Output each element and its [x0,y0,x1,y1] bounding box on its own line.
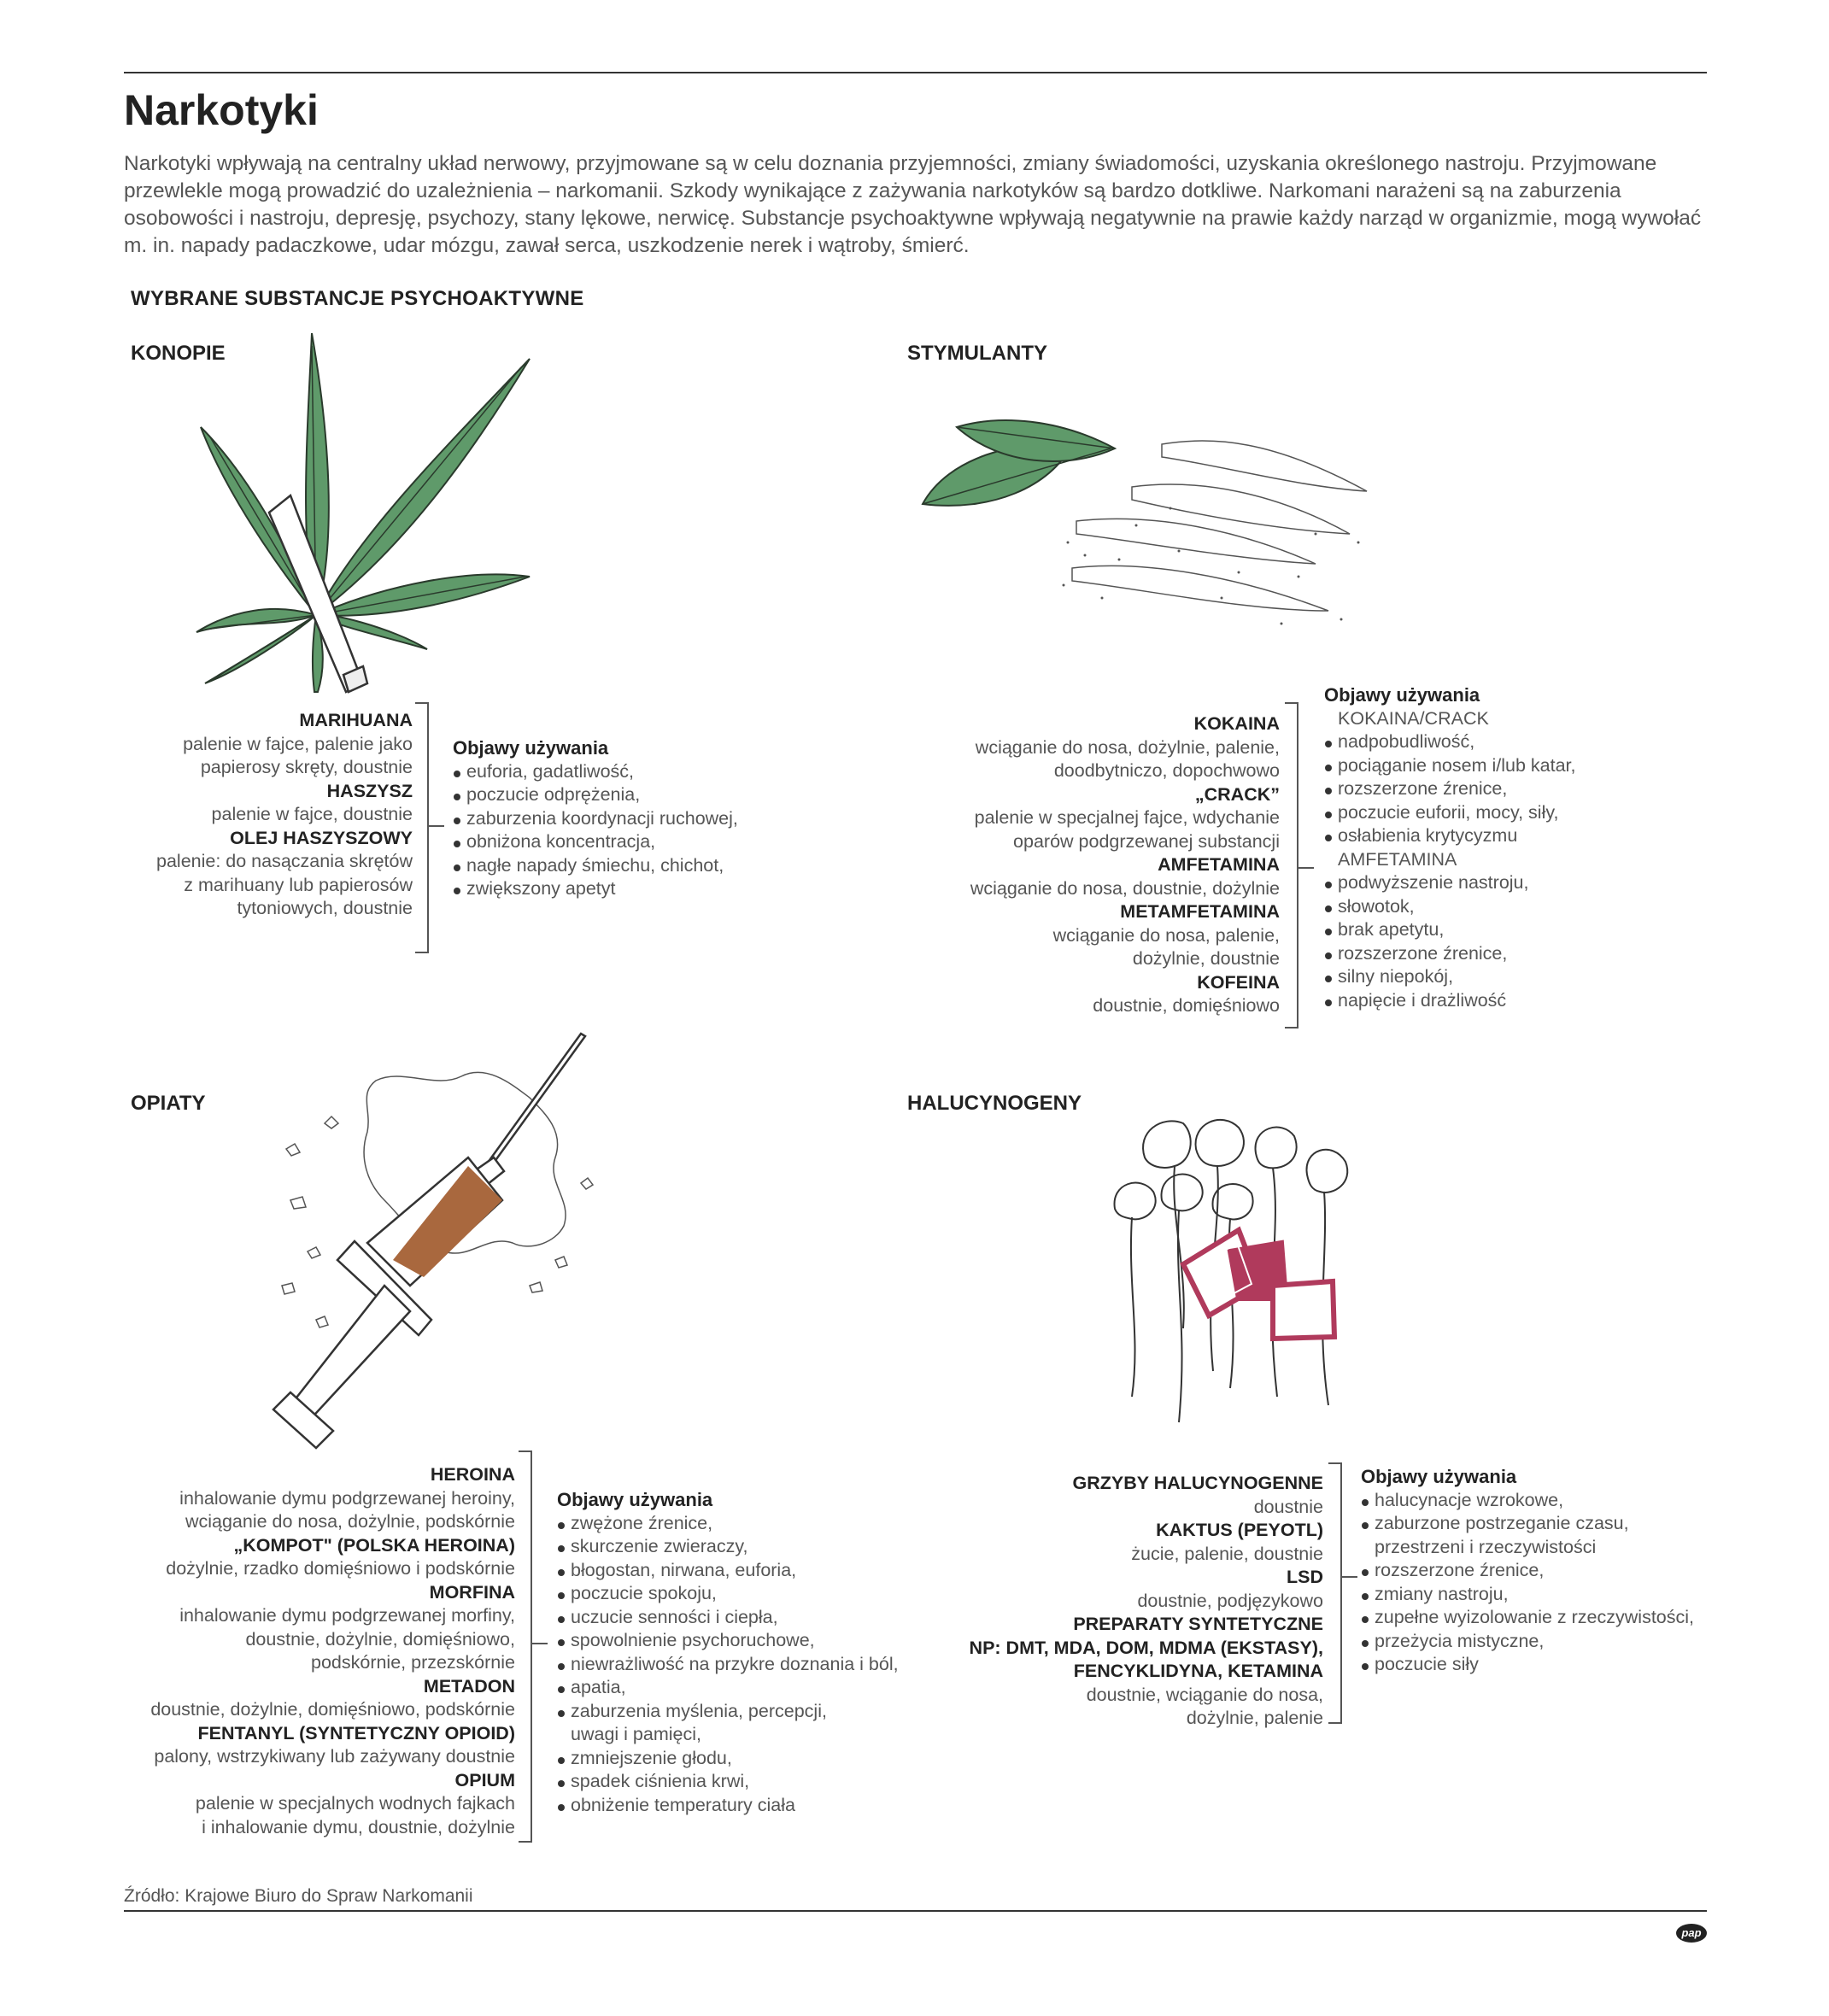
top-rule [124,72,1707,73]
substance-desc: inhalowanie dymu podgrzewanej morfiny, [179,1605,515,1626]
symptom-item: błogostan, nirwana, euforia, [557,1559,899,1583]
symptom-item: obniżenie temperatury ciała [557,1794,899,1818]
substance-name: „CRACK” [1194,783,1280,805]
halucynogeny-substances [913,1472,1323,1731]
symptom-item: rozszerzone źrenice, [1324,942,1575,966]
stymulanty-substances [921,712,1280,1018]
symptom-item: zupełne wyizolowanie z rzeczywistości, [1361,1606,1694,1630]
symptom-item: poczucie spokoju, [557,1582,899,1606]
substance-desc: palenie w specjalnej fajce, wdychanie [974,807,1280,828]
symptom-item: rozszerzone źrenice, [1324,777,1575,801]
symptom-item: poczucie odprężenia, [453,783,738,807]
section-subtitle: WYBRANE SUBSTANCJE PSYCHOAKTYWNE [131,287,584,310]
stymulanty-symptoms [1324,683,1575,1012]
symptom-item: silny niepokój, [1324,965,1575,989]
coca-leaves-powder-illustration [914,406,1392,636]
symptom-item: rozszerzone źrenice, [1361,1559,1694,1583]
substance-desc: z marihuany lub papierosów [184,874,413,895]
substance-desc: i inhalowanie dymu, doustnie, dożylnie [202,1816,515,1837]
symptom-item: przeżycia mistyczne, [1361,1630,1694,1654]
symptom-item: uczucie senności i ciepła, [557,1606,899,1630]
substance-desc: dożylnie, palenie [1186,1708,1323,1728]
substance-name: NP: DMT, MDA, DOM, MDMA (EKSTASY), [969,1637,1323,1658]
symptom-group-label: AMFETAMINA [1338,848,1457,870]
symptom-item: pociąganie nosem i/lub katar, [1324,754,1575,778]
symptom-item: osłabienia krytycyzmu [1324,824,1575,848]
symptom-item-continued: uwagi i pamięci, [571,1724,701,1744]
substance-name: HASZYSZ [326,780,413,801]
symptom-item: poczucie euforii, mocy, siły, [1324,801,1575,825]
symptom-item: podwyższenie nastroju, [1324,871,1575,895]
substance-desc: inhalowanie dymu podgrzewanej heroiny, [179,1487,515,1509]
substance-desc: doustnie, podjęzykowo [1137,1590,1323,1611]
konopie-bracket [415,702,429,953]
substance-desc: żucie, palenie, doustnie [1131,1543,1323,1564]
substance-desc: tytoniowych, doustnie [237,898,413,918]
pap-logo: pap [1676,1924,1707,1943]
symptoms-heading: Objawy używania [1361,1466,1517,1487]
symptom-item: brak apetytu, [1324,918,1575,942]
symptom-item: zaburzenia koordynacji ruchowej, [453,807,738,831]
substance-name: LSD [1287,1567,1323,1587]
substance-name: GRZYBY HALUCYNOGENNE [1072,1473,1323,1493]
substance-name: MARIHUANA [299,710,413,730]
symptom-item: zmniejszenie głodu, [557,1747,899,1771]
symptom-item: obniżona koncentracja, [453,830,738,854]
symptom-item: skurczenie zwieraczy, [557,1535,899,1559]
symptom-item: niewrażliwość na przykre doznania i ból, [557,1653,899,1677]
konopie-symptoms [453,736,738,901]
substance-desc: doustnie, wciąganie do nosa, [1086,1684,1323,1705]
konopie-bracket-tick [427,825,444,827]
substance-name: „KOMPOT" (POLSKA HEROINA) [233,1534,515,1556]
intro-text: Narkotyki wpływają na centralny układ nerwowy, przyjmowane są w celu doznania przyjemności, zmiany świadomości, uzyskania określonego nastroju. Przyjmowane przewlekle mogą prowadzić do uzależnienia – narkomanii. Szkody wynikające z zażywania narkotyków są bardzo dotkliwe. Narkomani narażeni są na zaburzenia osobowości i nastroju, depresję, psychozy, stany lękowe, nerwicę. Substancje psychoaktywne wpływają negatywnie na prawie każdy narząd w organizmie, mogą wywołać m. in. napady padaczkowe, udar mózgu, zawał serca, uszkodzenie nerek i wątroby, śmierć. [124,152,1702,257]
substance-name: PREPARATY SYNTETYCZNE [1073,1614,1323,1634]
substance-desc: doustnie, dożylnie, domięśniowo, [245,1628,515,1650]
substance-desc: doodbytniczo, dopochwowo [1053,760,1280,781]
substance-desc: wciąganie do nosa, dożylnie, palenie, [975,736,1280,758]
source-note: Źródło: Krajowe Biuro do Spraw Narkomanii [124,1886,473,1906]
symptoms-heading: Objawy używania [557,1489,713,1510]
substance-desc: wciąganie do nosa, dożylnie, podskórnie [185,1511,515,1532]
substance-name: FENTANYL (SYNTETYCZNY OPIOID) [197,1722,515,1743]
substance-desc: palenie w fajce, doustnie [211,804,413,824]
symptoms-heading: Objawy używania [1324,684,1480,706]
substance-name: HEROINA [430,1464,515,1485]
substance-desc: palenie w fajce, palenie jako [183,733,413,754]
substance-desc: papierosy skręty, doustnie [200,757,413,777]
page-title: Narkotyki [124,86,319,134]
symptom-item: zwiększony apetyt [453,877,738,901]
halucynogeny-title: HALUCYNOGENY [907,1092,1082,1115]
stymulanty-bracket [1285,702,1298,1029]
opiaty-symptoms [557,1488,899,1817]
substance-desc: palony, wstrzykiwany lub zażywany doustnie [154,1746,515,1767]
substance-desc: dożylnie, rzadko domięśniowo i podskórnie [166,1558,515,1579]
substance-desc: doustnie, dożylnie, domięśniowo, podskórnie [150,1699,515,1720]
symptom-item: euforia, gadatliwość, [453,760,738,784]
substance-desc: dożylnie, doustnie [1132,948,1280,969]
substance-desc: podskórnie, przezskórnie [310,1652,515,1673]
konopie-title: KONOPIE [131,342,226,365]
symptom-item: spadek ciśnienia krwi, [557,1770,899,1794]
substance-name: MORFINA [429,1581,515,1603]
symptom-item: nagłe napady śmiechu, chichot, [453,854,738,878]
symptom-item: apatia, [557,1676,899,1700]
substance-desc: palenie: do nasączania skrętów [156,851,413,871]
symptom-item: napięcie i drażliwość [1324,989,1575,1013]
syringe-illustration [273,1029,607,1431]
stymulanty-bracket-tick [1297,867,1314,869]
substance-name: KAKTUS (PEYOTL) [1156,1520,1323,1540]
substance-desc: wciąganie do nosa, palenie, [1052,924,1280,946]
konopie-substances [131,709,413,921]
substance-name: KOKAINA [1193,713,1280,734]
symptom-item: zwężone źrenice, [557,1512,899,1536]
halucynogeny-bracket [1328,1462,1342,1724]
substance-desc: doustnie [1253,1496,1323,1517]
symptom-item: zmiany nastroju, [1361,1583,1694,1607]
cannabis-leaf-illustration [188,329,547,696]
bottom-rule [124,1910,1707,1912]
symptom-item: słowotok, [1324,895,1575,919]
symptom-item-continued: przestrzeni i rzeczywistości [1375,1536,1597,1557]
opiaty-bracket [519,1450,532,1843]
substance-name: KOFEINA [1197,971,1280,993]
symptom-item: halucynacje wzrokowe, [1361,1489,1694,1513]
opiaty-title: OPIATY [131,1092,206,1115]
substance-name: FENCYKLIDYNA, KETAMINA [1073,1661,1323,1681]
substance-name: AMFETAMINA [1158,854,1280,875]
stymulanty-title: STYMULANTY [907,342,1047,365]
halucynogeny-bracket-tick [1340,1576,1357,1578]
symptom-item: zaburzenia myślenia, percepcji, [557,1700,899,1724]
substance-name: OLEJ HASZYSZOWY [230,827,413,848]
symptom-group-label: KOKAINA/CRACK [1338,707,1489,729]
symptom-item: spowolnienie psychoruchowe, [557,1629,899,1653]
halucynogeny-symptoms [1361,1465,1694,1677]
symptom-item: poczucie siły [1361,1653,1694,1677]
symptom-item: zaburzone postrzeganie czasu, [1361,1512,1694,1536]
opiaty-substances [114,1463,515,1839]
opiaty-bracket-tick [531,1643,548,1644]
substance-name: METAMFETAMINA [1120,901,1280,922]
substance-desc: doustnie, domięśniowo [1093,995,1280,1016]
symptoms-heading: Objawy używania [453,737,609,759]
substance-name: METADON [423,1675,515,1697]
substance-desc: oparów podgrzewanej substancji [1013,830,1280,852]
substance-name: OPIUM [454,1769,515,1790]
symptom-item: nadpobudliwość, [1324,730,1575,754]
substance-desc: wciąganie do nosa, doustnie, dożylnie [970,877,1280,899]
mushrooms-blotter-illustration [1111,1115,1367,1431]
substance-desc: palenie w specjalnych wodnych fajkach [195,1793,515,1814]
